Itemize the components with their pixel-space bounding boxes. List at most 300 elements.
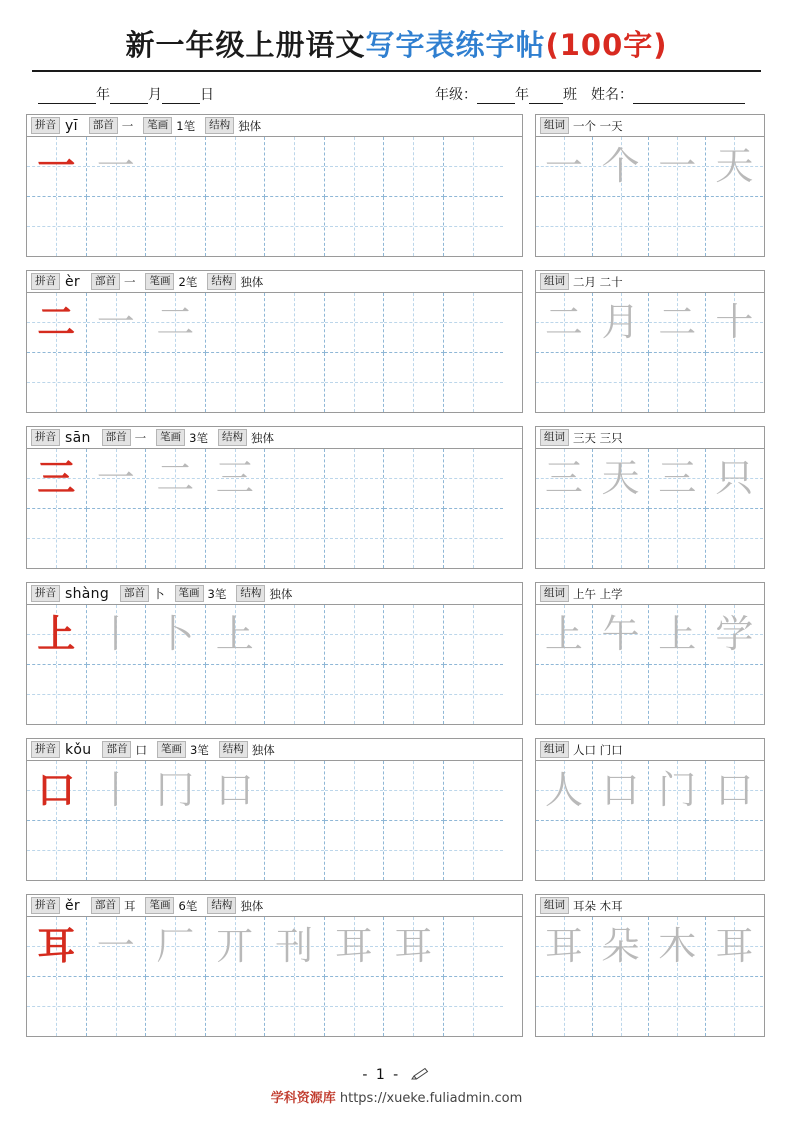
grid-row <box>27 665 522 725</box>
grid-row <box>536 353 764 413</box>
blank-cell[interactable] <box>649 509 706 569</box>
practice-grid <box>27 293 522 412</box>
grid-row <box>27 137 522 197</box>
word-character: 午 <box>601 612 640 657</box>
words-value: 耳朵 木耳 <box>573 898 623 913</box>
radical-value: 口 <box>135 742 147 757</box>
stroke-step-cell[interactable] <box>87 605 147 665</box>
structure-tag: 结构 <box>218 429 247 446</box>
words-value: 三天 三只 <box>573 430 623 445</box>
word-trace-cell[interactable] <box>536 761 593 821</box>
character-practice-card <box>26 426 523 569</box>
strokes-tag: 笔画 <box>145 897 174 914</box>
character-practice-card <box>26 582 523 725</box>
word-trace-cell[interactable] <box>593 605 650 665</box>
model-character-cell[interactable] <box>27 917 87 977</box>
page-footer <box>0 1065 793 1106</box>
blank-cell[interactable] <box>536 353 593 413</box>
blank-cell[interactable] <box>87 509 147 569</box>
word-character: 口 <box>715 768 754 813</box>
date-month-label: 月 <box>148 87 162 103</box>
stroke-step-cell[interactable] <box>87 761 147 821</box>
radical-tag: 部首 <box>89 117 118 134</box>
blank-cell[interactable] <box>444 605 504 665</box>
word-trace-cell[interactable] <box>706 761 763 821</box>
grid-row <box>27 197 522 257</box>
pinyin-tag: 拼音 <box>31 273 60 290</box>
date-day-blank[interactable] <box>162 87 200 104</box>
blank-cell[interactable] <box>206 509 266 569</box>
character-practice-card <box>26 738 523 881</box>
page-number-row <box>0 1065 793 1083</box>
stroke-step-character: 二 <box>156 300 195 345</box>
words-value: 上午 上学 <box>573 586 623 601</box>
stroke-step-cell[interactable] <box>146 761 206 821</box>
grid-row <box>27 293 522 353</box>
blank-cell[interactable] <box>384 761 444 821</box>
blank-cell[interactable] <box>87 197 147 257</box>
blank-cell[interactable] <box>444 665 504 725</box>
blank-cell[interactable] <box>649 821 706 881</box>
word-character: 天 <box>715 144 754 189</box>
date-fields <box>38 84 214 104</box>
word-trace-cell[interactable] <box>706 293 763 353</box>
blank-cell[interactable] <box>706 509 763 569</box>
blank-cell[interactable] <box>325 449 385 509</box>
blank-cell[interactable] <box>444 761 504 821</box>
word-character: 朵 <box>601 924 640 969</box>
word-practice-card <box>535 426 765 569</box>
blank-cell[interactable] <box>206 197 266 257</box>
character-meta-header <box>27 427 522 449</box>
blank-cell[interactable] <box>649 353 706 413</box>
stroke-step-cell[interactable] <box>206 605 266 665</box>
grade-blank[interactable] <box>477 87 515 104</box>
strokes-value: 1笔 <box>176 118 196 133</box>
stroke-step-character: 口 <box>215 768 254 813</box>
grid-row <box>27 761 522 821</box>
blank-cell[interactable] <box>265 449 325 509</box>
stroke-step-character: 卜 <box>156 612 195 657</box>
stroke-step-character: 上 <box>215 612 254 657</box>
watermark-brand: 学科资源库 <box>270 1091 336 1106</box>
date-year-blank[interactable] <box>38 87 96 104</box>
stroke-step-character: 厂 <box>156 924 195 969</box>
grid-row <box>536 665 764 725</box>
grid-row <box>27 821 522 881</box>
word-character: 一 <box>544 144 583 189</box>
model-character: 口 <box>37 768 76 813</box>
pinyin-value: shàng <box>65 585 110 602</box>
stroke-step-cell[interactable] <box>146 917 206 977</box>
strokes-value: 3笔 <box>189 430 208 445</box>
stroke-step-character: 耳 <box>394 924 433 969</box>
pencil-icon <box>411 1067 431 1085</box>
stroke-step-cell[interactable] <box>87 293 147 353</box>
structure-value: 独体 <box>240 898 264 913</box>
pinyin-tag: 拼音 <box>31 117 60 134</box>
blank-cell[interactable] <box>444 977 504 1037</box>
grid-row <box>27 353 522 413</box>
radical-value: 一 <box>134 430 147 445</box>
words-tag: 组词 <box>540 585 569 602</box>
blank-cell[interactable] <box>325 977 385 1037</box>
blank-cell[interactable] <box>265 293 325 353</box>
blank-cell[interactable] <box>384 665 444 725</box>
word-trace-cell[interactable] <box>649 449 706 509</box>
model-character: 二 <box>37 300 76 345</box>
blank-cell[interactable] <box>146 977 206 1037</box>
model-character-cell[interactable] <box>27 605 87 665</box>
stroke-step-character: 一 <box>96 456 135 501</box>
blank-cell[interactable] <box>384 353 444 413</box>
model-character: 一 <box>37 144 76 189</box>
word-grid <box>536 761 764 880</box>
model-character-cell[interactable] <box>27 137 87 197</box>
blank-cell[interactable] <box>27 665 87 725</box>
word-grid <box>536 449 764 568</box>
model-character-cell[interactable] <box>27 761 87 821</box>
word-trace-cell[interactable] <box>649 761 706 821</box>
blank-cell[interactable] <box>593 665 650 725</box>
blank-cell[interactable] <box>649 977 706 1037</box>
exercise-rows <box>26 114 767 1037</box>
word-character: 二 <box>544 300 583 345</box>
character-meta-header <box>27 739 522 761</box>
word-character: 上 <box>544 612 583 657</box>
blank-cell[interactable] <box>325 761 385 821</box>
blank-cell[interactable] <box>146 821 206 881</box>
blank-cell[interactable] <box>87 665 147 725</box>
blank-cell[interactable] <box>536 197 593 257</box>
blank-cell[interactable] <box>444 821 504 881</box>
word-meta-header <box>536 115 764 137</box>
stroke-step-cell[interactable] <box>206 761 266 821</box>
blank-cell[interactable] <box>444 917 504 977</box>
word-trace-cell[interactable] <box>593 293 650 353</box>
model-character-cell[interactable] <box>27 293 87 353</box>
grid-row <box>27 977 522 1037</box>
stroke-step-cell[interactable] <box>146 449 206 509</box>
word-character: 上 <box>658 612 697 657</box>
stroke-step-cell[interactable] <box>325 917 385 977</box>
stroke-step-cell[interactable] <box>146 605 206 665</box>
blank-cell[interactable] <box>265 137 325 197</box>
word-character: 天 <box>601 456 640 501</box>
grid-row <box>27 917 522 977</box>
blank-cell[interactable] <box>384 509 444 569</box>
model-character: 三 <box>37 456 76 501</box>
blank-cell[interactable] <box>706 977 763 1037</box>
stroke-step-cell[interactable] <box>87 137 147 197</box>
blank-cell[interactable] <box>206 821 266 881</box>
grade-unit: 年 <box>515 87 529 103</box>
blank-cell[interactable] <box>146 353 206 413</box>
character-practice-card <box>26 270 523 413</box>
structure-value: 独体 <box>269 586 293 601</box>
blank-cell[interactable] <box>265 665 325 725</box>
stroke-step-cell[interactable] <box>87 917 147 977</box>
blank-cell[interactable] <box>265 353 325 413</box>
stroke-step-character: 丨 <box>96 768 135 813</box>
words-value: 一个 一天 <box>573 118 623 133</box>
word-trace-cell[interactable] <box>536 293 593 353</box>
blank-cell[interactable] <box>706 197 763 257</box>
blank-cell[interactable] <box>593 821 650 881</box>
blank-cell[interactable] <box>206 137 266 197</box>
grid-row <box>536 821 764 881</box>
grid-row <box>536 197 764 257</box>
blank-cell[interactable] <box>536 665 593 725</box>
blank-cell[interactable] <box>649 665 706 725</box>
character-practice-card <box>26 114 523 257</box>
strokes-tag: 笔画 <box>156 429 185 446</box>
word-trace-cell[interactable] <box>649 293 706 353</box>
blank-cell[interactable] <box>536 509 593 569</box>
structure-value: 独体 <box>240 274 264 289</box>
practice-grid <box>27 449 522 568</box>
pinyin-value: èr <box>65 273 80 290</box>
word-meta-header <box>536 739 764 761</box>
word-trace-cell[interactable] <box>536 605 593 665</box>
blank-cell[interactable] <box>325 197 385 257</box>
watermark-url: https://xueke.fuliadmin.com <box>339 1091 523 1106</box>
word-character: 口 <box>601 768 640 813</box>
title-part-red: (100字) <box>545 28 668 62</box>
words-tag: 组词 <box>540 429 569 446</box>
radical-value: 卜 <box>153 586 165 601</box>
structure-value: 独体 <box>238 118 262 133</box>
blank-cell[interactable] <box>384 449 444 509</box>
pinyin-value: ěr <box>65 897 80 914</box>
pinyin-value: kǒu <box>65 741 92 758</box>
word-trace-cell[interactable] <box>649 137 706 197</box>
blank-cell[interactable] <box>27 821 87 881</box>
grid-row <box>536 977 764 1037</box>
blank-cell[interactable] <box>27 197 87 257</box>
word-trace-cell[interactable] <box>706 137 763 197</box>
page-title <box>26 26 767 64</box>
word-character: 三 <box>658 456 697 501</box>
word-character: 门 <box>658 768 697 813</box>
blank-cell[interactable] <box>384 137 444 197</box>
stroke-step-cell[interactable] <box>265 917 325 977</box>
exercise-row <box>26 894 767 1037</box>
radical-tag: 部首 <box>102 741 131 758</box>
title-part-black: 新一年级上册语文 <box>125 28 366 62</box>
word-character: 一 <box>658 144 697 189</box>
structure-tag: 结构 <box>236 585 265 602</box>
blank-cell[interactable] <box>444 197 504 257</box>
blank-cell[interactable] <box>206 977 266 1037</box>
blank-cell[interactable] <box>265 761 325 821</box>
blank-cell[interactable] <box>206 293 266 353</box>
student-info-row <box>30 84 763 104</box>
radical-tag: 部首 <box>91 273 120 290</box>
model-character: 耳 <box>37 924 76 969</box>
word-trace-cell[interactable] <box>706 605 763 665</box>
radical-value: 耳 <box>123 898 136 913</box>
blank-cell[interactable] <box>325 137 385 197</box>
stroke-step-cell[interactable] <box>384 917 444 977</box>
blank-cell[interactable] <box>593 977 650 1037</box>
blank-cell[interactable] <box>384 605 444 665</box>
blank-cell[interactable] <box>593 509 650 569</box>
blank-cell[interactable] <box>593 197 650 257</box>
blank-cell[interactable] <box>325 605 385 665</box>
stroke-step-character: 丌 <box>215 924 254 969</box>
blank-cell[interactable] <box>87 977 147 1037</box>
practice-grid <box>27 137 522 256</box>
model-character: 上 <box>37 612 76 657</box>
word-practice-card <box>535 114 765 257</box>
practice-grid <box>27 761 522 880</box>
blank-cell[interactable] <box>536 821 593 881</box>
name-group <box>591 84 745 104</box>
word-trace-cell[interactable] <box>593 917 650 977</box>
blank-cell[interactable] <box>325 293 385 353</box>
blank-cell[interactable] <box>325 665 385 725</box>
model-character-cell[interactable] <box>27 449 87 509</box>
blank-cell[interactable] <box>27 977 87 1037</box>
word-practice-card <box>535 582 765 725</box>
word-character: 耳 <box>715 924 754 969</box>
class-blank[interactable] <box>529 87 563 104</box>
strokes-tag: 笔画 <box>143 117 172 134</box>
blank-cell[interactable] <box>536 977 593 1037</box>
blank-cell[interactable] <box>325 821 385 881</box>
blank-cell[interactable] <box>706 821 763 881</box>
stroke-step-character: 丨 <box>96 612 135 657</box>
pinyin-tag: 拼音 <box>31 741 60 758</box>
practice-grid <box>27 917 522 1036</box>
word-trace-cell[interactable] <box>706 917 763 977</box>
blank-cell[interactable] <box>444 509 504 569</box>
word-trace-cell[interactable] <box>536 449 593 509</box>
radical-value: 一 <box>121 118 134 133</box>
blank-cell[interactable] <box>206 665 266 725</box>
blank-cell[interactable] <box>384 977 444 1037</box>
blank-cell[interactable] <box>27 509 87 569</box>
blank-cell[interactable] <box>265 605 325 665</box>
words-tag: 组词 <box>540 741 569 758</box>
blank-cell[interactable] <box>706 665 763 725</box>
watermark <box>0 1087 793 1106</box>
blank-cell[interactable] <box>146 197 206 257</box>
word-trace-cell[interactable] <box>593 137 650 197</box>
grid-row <box>27 605 522 665</box>
stroke-step-cell[interactable] <box>146 293 206 353</box>
blank-cell[interactable] <box>444 293 504 353</box>
blank-cell[interactable] <box>87 821 147 881</box>
word-trace-cell[interactable] <box>593 761 650 821</box>
date-month-blank[interactable] <box>110 87 148 104</box>
blank-cell[interactable] <box>384 197 444 257</box>
blank-cell[interactable] <box>206 353 266 413</box>
stroke-step-cell[interactable] <box>206 917 266 977</box>
grid-row <box>536 137 764 197</box>
word-trace-cell[interactable] <box>593 449 650 509</box>
blank-cell[interactable] <box>265 197 325 257</box>
structure-value: 独体 <box>251 742 275 757</box>
word-meta-header <box>536 271 764 293</box>
blank-cell[interactable] <box>706 353 763 413</box>
blank-cell[interactable] <box>146 137 206 197</box>
stroke-step-character: 耳 <box>334 924 373 969</box>
word-character: 月 <box>601 300 640 345</box>
grid-row <box>27 449 522 509</box>
page-number: - 1 - <box>362 1067 401 1083</box>
pinyin-value: yī <box>65 117 78 134</box>
grid-row <box>536 509 764 569</box>
strokes-value: 6笔 <box>178 898 198 913</box>
blank-cell[interactable] <box>593 353 650 413</box>
word-character: 十 <box>715 300 754 345</box>
word-character: 个 <box>601 144 640 189</box>
word-grid <box>536 293 764 412</box>
word-trace-cell[interactable] <box>649 917 706 977</box>
grade-group <box>435 84 577 104</box>
blank-cell[interactable] <box>87 353 147 413</box>
word-grid <box>536 605 764 724</box>
blank-cell[interactable] <box>325 353 385 413</box>
exercise-row <box>26 270 767 413</box>
blank-cell[interactable] <box>444 353 504 413</box>
word-trace-cell[interactable] <box>536 917 593 977</box>
blank-cell[interactable] <box>27 353 87 413</box>
radical-tag: 部首 <box>120 585 149 602</box>
word-character: 学 <box>715 612 754 657</box>
character-practice-card <box>26 894 523 1037</box>
grid-row <box>536 293 764 353</box>
words-tag: 组词 <box>540 897 569 914</box>
blank-cell[interactable] <box>384 293 444 353</box>
word-trace-cell[interactable] <box>649 605 706 665</box>
blank-cell[interactable] <box>444 137 504 197</box>
structure-tag: 结构 <box>207 273 236 290</box>
stroke-step-cell[interactable] <box>206 449 266 509</box>
grade-label: 年级： <box>435 87 477 103</box>
blank-cell[interactable] <box>146 509 206 569</box>
strokes-tag: 笔画 <box>157 741 186 758</box>
strokes-tag: 笔画 <box>145 273 174 290</box>
word-trace-cell[interactable] <box>706 449 763 509</box>
word-character: 三 <box>544 456 583 501</box>
stroke-step-cell[interactable] <box>87 449 147 509</box>
blank-cell[interactable] <box>649 197 706 257</box>
word-grid <box>536 917 764 1036</box>
blank-cell[interactable] <box>384 821 444 881</box>
blank-cell[interactable] <box>265 509 325 569</box>
date-year-label: 年 <box>96 87 110 103</box>
stroke-step-character: 二 <box>156 456 195 501</box>
title-divider <box>32 70 761 72</box>
blank-cell[interactable] <box>265 977 325 1037</box>
character-meta-header <box>27 115 522 137</box>
blank-cell[interactable] <box>325 509 385 569</box>
name-blank[interactable] <box>633 87 745 104</box>
words-tag: 组词 <box>540 273 569 290</box>
exercise-row <box>26 738 767 881</box>
word-grid <box>536 137 764 256</box>
blank-cell[interactable] <box>146 665 206 725</box>
strokes-value: 2笔 <box>178 274 198 289</box>
word-character: 耳 <box>544 924 583 969</box>
blank-cell[interactable] <box>444 449 504 509</box>
blank-cell[interactable] <box>265 821 325 881</box>
word-trace-cell[interactable] <box>536 137 593 197</box>
structure-tag: 结构 <box>207 897 236 914</box>
